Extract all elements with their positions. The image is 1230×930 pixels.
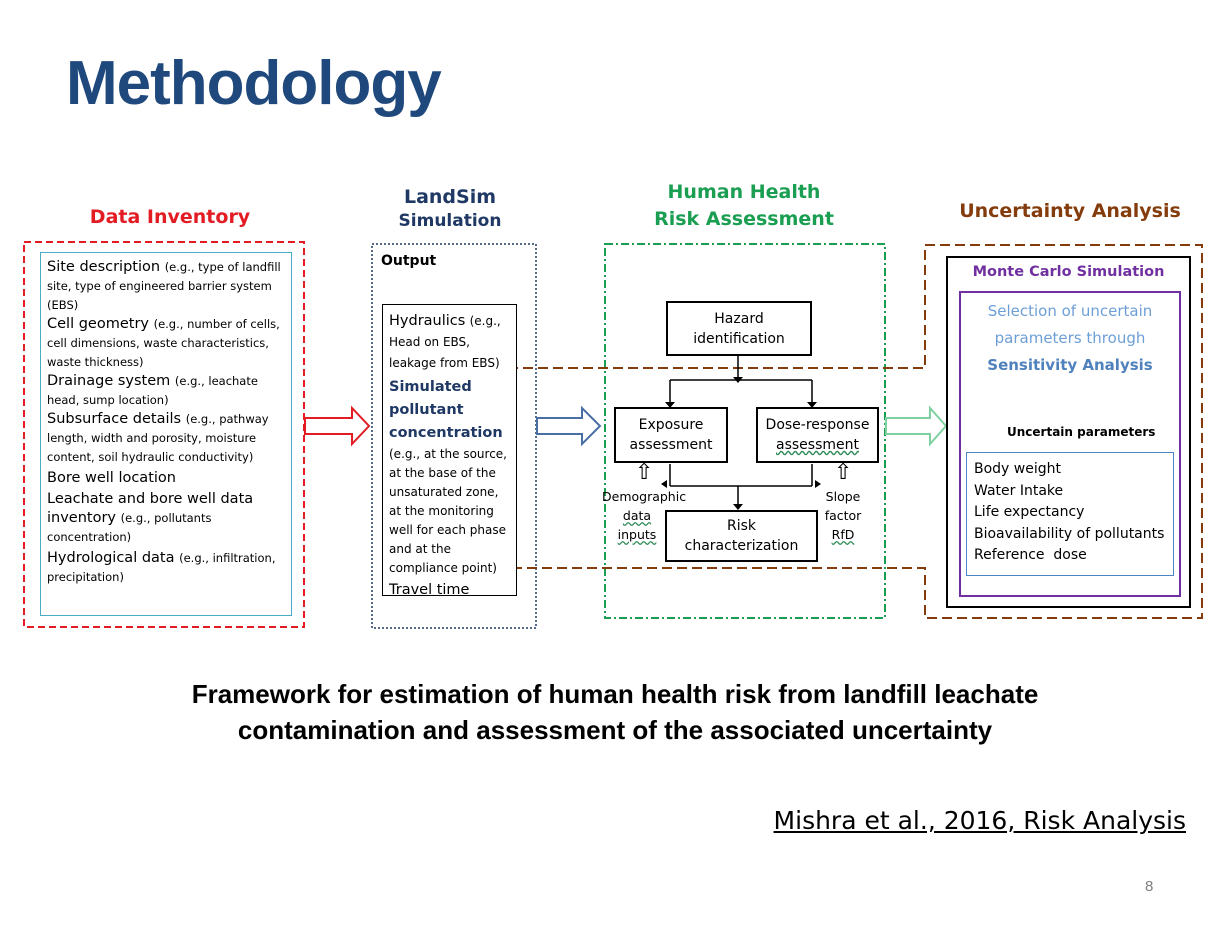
hydraulics-label: Hydraulics [389, 313, 466, 329]
risk-line1: Risk [726, 518, 757, 534]
simulated-detail: (e.g., at the source, at the base of the unsaturated zone, at the monitoring well for each phase and at the compliance point) [389, 447, 507, 575]
uncertainty-heading: Uncertainty Analysis [959, 200, 1181, 222]
selection-line2: parameters through [994, 329, 1146, 347]
selection-line1: Selection of uncertain [987, 302, 1153, 320]
hydraulics-detail: (e.g., Head on EBS, leakage from EBS) [389, 314, 501, 370]
uncertain-parameters-list [966, 452, 1174, 576]
exposure-line2: assessment [629, 437, 713, 453]
figure-caption [60, 676, 1170, 748]
exposure-assessment-node [614, 407, 728, 463]
arrow-inventory-to-landsim [305, 408, 369, 444]
demographic-up-arrow-icon: ⇧ [635, 460, 654, 485]
hazard-line1: Hazard [714, 310, 764, 327]
arrow-hhra-to-uncertainty [886, 408, 946, 444]
slope-line1: Slope [825, 489, 861, 504]
inventory-item: Cell geometry (e.g., number of cells, cell dimensions, waste characteristics, waste thickness) [47, 316, 280, 369]
slope-factor-label [815, 487, 871, 544]
hazard-line2: identification [693, 330, 785, 347]
sensitivity-analysis-label: Sensitivity Analysis [987, 356, 1153, 374]
simulated-line1: Simulated [389, 379, 472, 395]
risk-line2: characterization [684, 538, 799, 554]
simulated-line3: concentration [389, 425, 503, 441]
demo-line3: inputs [617, 527, 657, 542]
sensitivity-selection-text [962, 298, 1178, 379]
inventory-item: Subsurface details (e.g., pathway length, width and porosity, moisture content, soil hydraulic conductivity) [47, 411, 269, 464]
caption-line2: contamination and assessment of the associated uncertainty [237, 715, 993, 745]
caption-line1: Framework for estimation of human health risk from landfill leachate [191, 679, 1039, 709]
data-inventory-list [40, 252, 292, 616]
hhra-heading-line1: Human Health [667, 181, 821, 203]
slope-line2: factor [824, 508, 862, 523]
monte-carlo-label: Monte Carlo Simulation [972, 264, 1165, 280]
param-item: Reference dose [974, 547, 1087, 563]
landsim-heading-line1: LandSim [403, 186, 497, 208]
param-item: Life expectancy [974, 504, 1085, 520]
dose-line1: Dose-response [765, 417, 870, 433]
uncertain-parameters-label: Uncertain parameters [1007, 425, 1156, 439]
param-item: Bioavailability of pollutants [974, 525, 1165, 542]
inventory-item: Leachate and bore well data inventory (e.g., pollutants concentration) [47, 491, 254, 544]
param-item: Water Intake [974, 482, 1064, 499]
simulated-line2: pollutant [389, 402, 464, 418]
inventory-item: Site description (e.g., type of landfill site, type of engineered barrier system (EBS) [47, 259, 281, 312]
landsim-output-box [382, 304, 517, 596]
hhra-heading-line2: Risk Assessment [654, 208, 834, 230]
landsim-output-label: Output [381, 253, 437, 269]
dose-response-node [756, 407, 879, 463]
risk-characterization-node [665, 510, 818, 562]
exposure-line1: Exposure [638, 417, 704, 433]
inventory-item: Drainage system (e.g., leachate head, sump location) [47, 373, 258, 407]
slope-line3: RfD [831, 527, 855, 542]
data-inventory-heading: Data Inventory [89, 206, 251, 228]
hazard-identification-node [666, 301, 812, 356]
citation-link[interactable]: Mishra et al., 2016, Risk Analysis [773, 806, 1186, 835]
inventory-item: Hydrological data (e.g., infiltration, precipitation) [47, 550, 276, 584]
dose-line2: assessment [776, 437, 859, 453]
page-number: 8 [1145, 878, 1154, 895]
param-item: Body weight [974, 461, 1061, 477]
travel-time: Travel time [389, 582, 470, 598]
slope-up-arrow-icon: ⇧ [834, 460, 853, 485]
demographic-inputs-label [602, 487, 687, 544]
arrow-landsim-to-hhra [537, 408, 600, 444]
landsim-heading-line2: Simulation [398, 211, 502, 231]
demo-line2: data [622, 508, 652, 523]
page-title: Methodology [66, 49, 441, 118]
demo-line1: Demographic [602, 489, 687, 504]
inventory-item: Bore well location [47, 470, 176, 486]
